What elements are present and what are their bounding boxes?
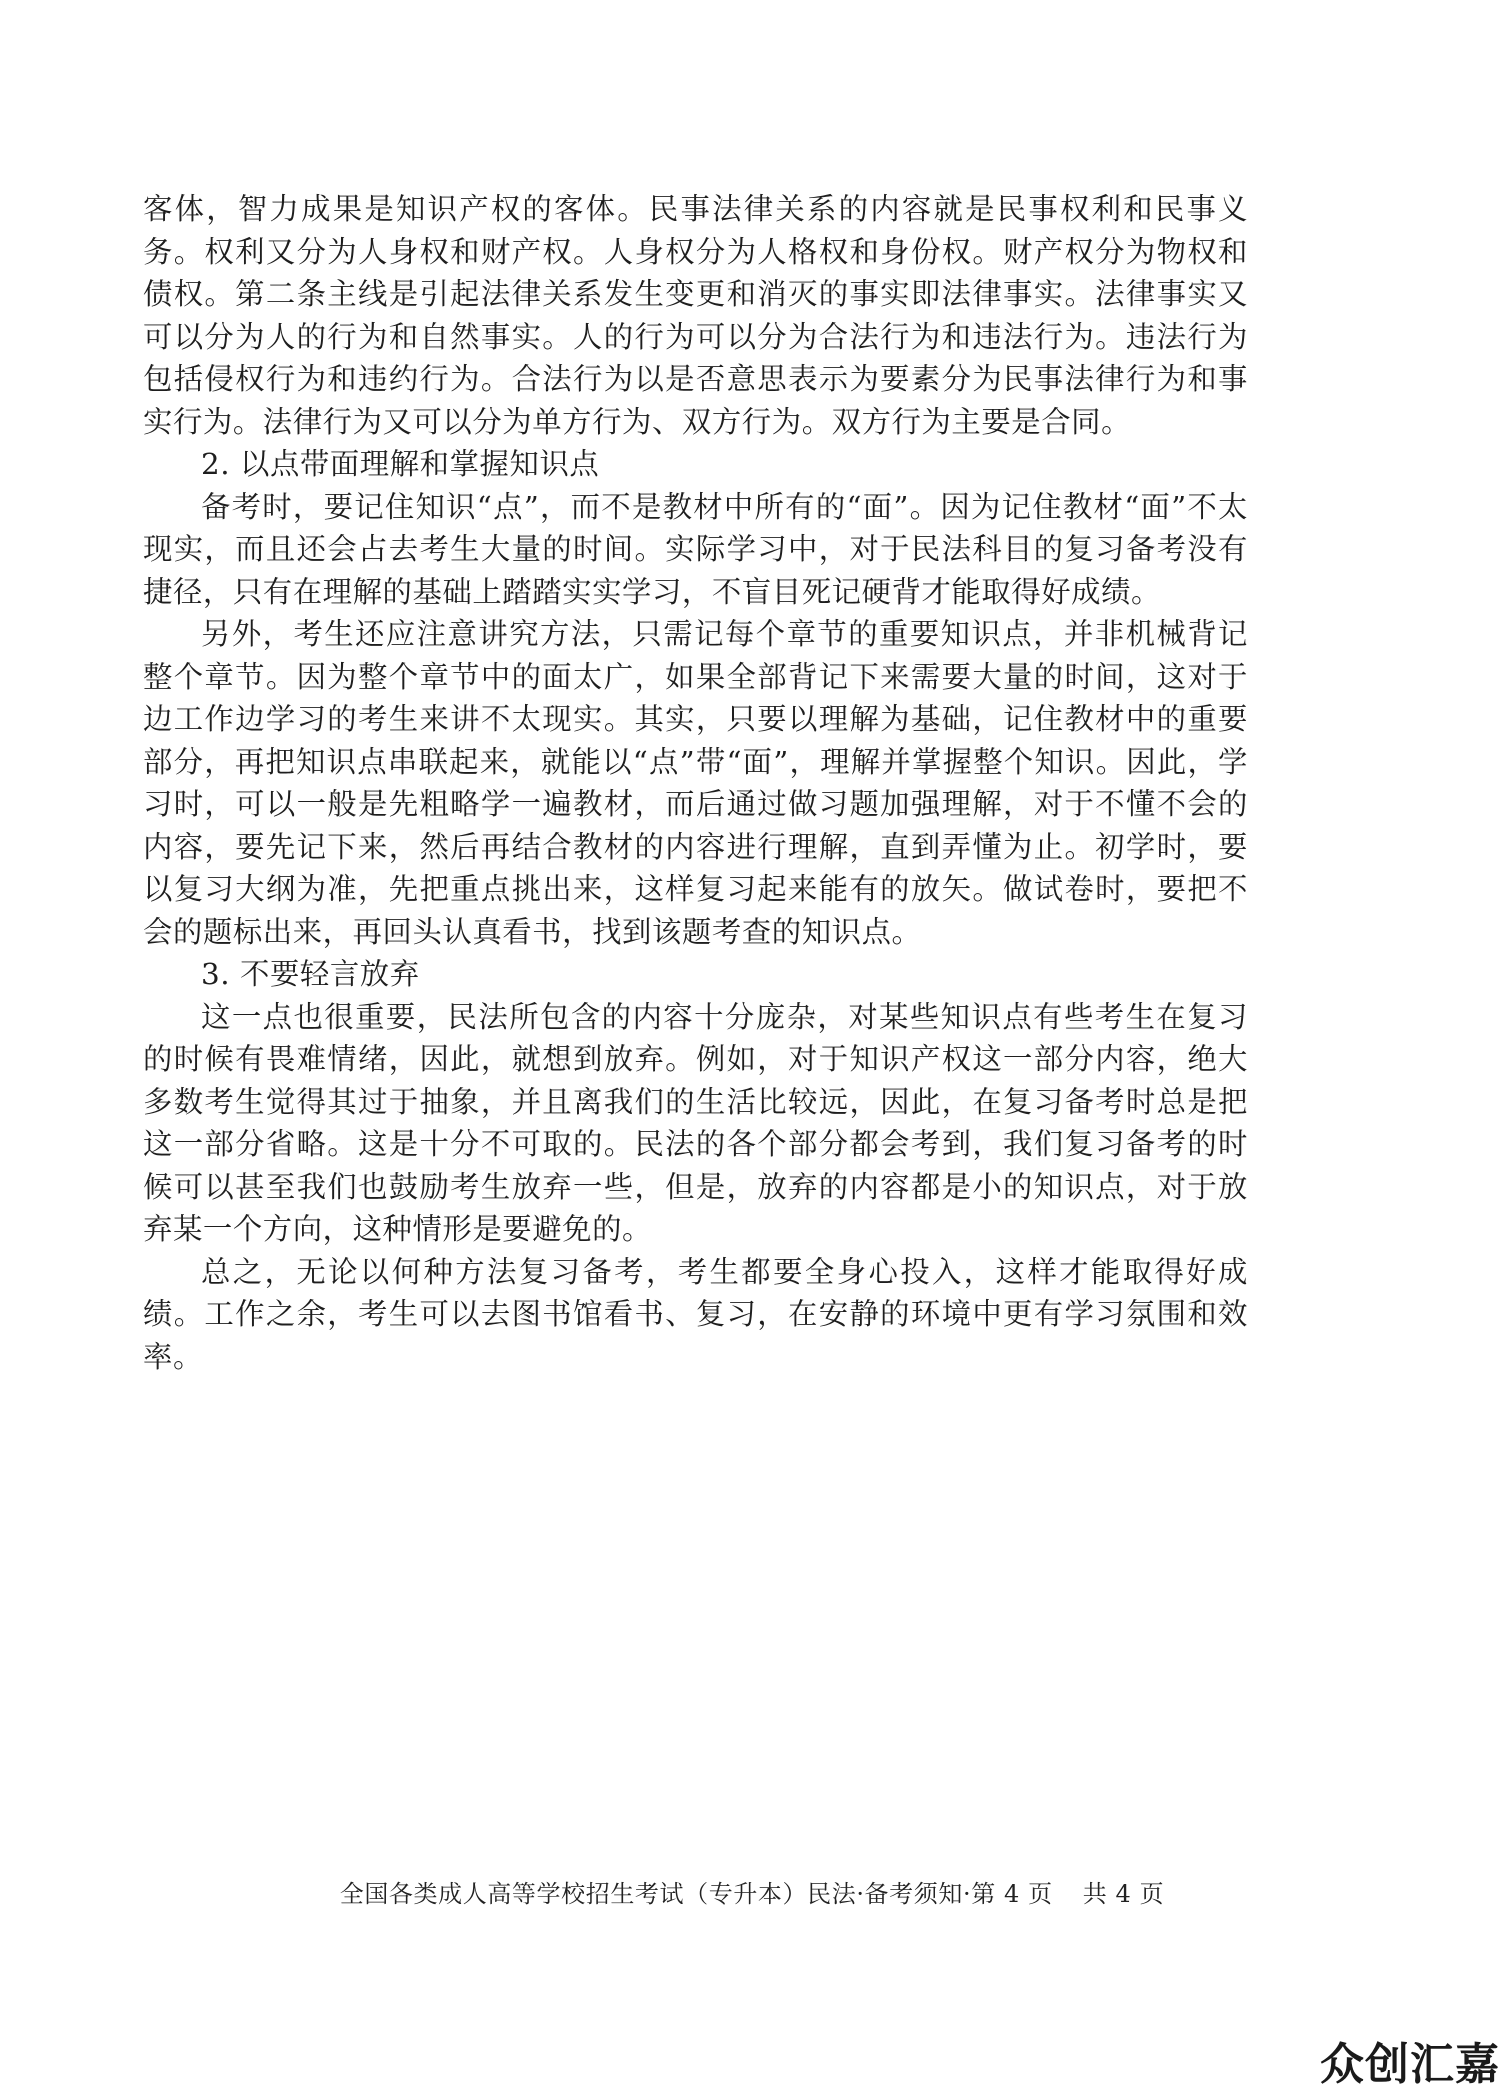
page-footer: [0, 1874, 1504, 1909]
paragraph-points: 备考时，要记住知识“点”，而不是教材中所有的“面”。因为记住教材“面”不太现实，而且还会占去考生大量的时间。实际学习中，对于民法科目的复习备考没有捷径，只有在理解的基础上踏踏实实学习，不盲目死记硬背才能取得好成绩。: [143, 489, 1248, 609]
paragraph-conclusion: 总之，无论以何种方法复习备考，考生都要全身心投入，这样才能取得好成绩。工作之余，考生可以去图书馆看书、复习，在安静的环境中更有学习氛围和效率。: [143, 1254, 1248, 1374]
paragraph-legal-relations: 客体，智力成果是知识产权的客体。民事法律关系的内容就是民事权利和民事义务。权利又分为人身权和财产权。人身权分为人格权和身份权。财产权分为物权和债权。第二条主线是引起法律关系发生变更和消灭的事实即法律事实。法律事实又可以分为人的行为和自然事实。人的行为可以分为合法行为和违法行为。违法行为包括侵权行为和违约行为。合法行为以是否意思表示为要素分为民事法律行为和事实行为。法律行为又可以分为单方行为、双方行为。双方行为主要是合同。: [143, 192, 1248, 439]
paragraph-method: 另外，考生还应注意讲究方法，只需记每个章节的重要知识点，并非机械背记整个章节。因为整个章节中的面太广，如果全部背记下来需要大量的时间，这对于边工作边学习的考生来讲不太现实。其实，只要以理解为基础，记住教材中的重要部分，再把知识点串联起来，就能以“点”带“面”，理解并掌握整个知识。因此，学习时，可以一般是先粗略学一遍教材，而后通过做习题加强理解，对于不懂不会的内容，要先记下来，然后再结合教材的内容进行理解，直到弄懂为止。初学时，要以复习大纲为准，先把重点挑出来，这样复习起来能有的放矢。做试卷时，要把不会的题标出来，再回头认真看书，找到该题考查的知识点。: [143, 617, 1248, 949]
section-heading-2: 2. 以点带面理解和掌握知识点: [201, 447, 600, 481]
body-text: [143, 188, 1248, 1378]
footer-total-pages: 共 4 页: [1082, 1880, 1165, 1908]
watermark: 众创汇嘉: [1320, 2039, 1500, 2090]
footer-title: 全国各类成人高等学校招生考试（专升本）民法·备考须知·第 4 页: [339, 1880, 1053, 1908]
paragraph-dont-give-up: 这一点也很重要，民法所包含的内容十分庞杂，对某些知识点有些考生在复习的时候有畏难情绪，因此，就想到放弃。例如，对于知识产权这一部分内容，绝大多数考生觉得其过于抽象，并且离我们的生活比较远，因此，在复习备考时总是把这一部分省略。这是十分不可取的。民法的各个部分都会考到，我们复习备考的时候可以甚至我们也鼓励考生放弃一些，但是，放弃的内容都是小的知识点，对于放弃某一个方向，这种情形是要避免的。: [143, 999, 1248, 1246]
section-heading-3: 3. 不要轻言放弃: [201, 957, 420, 991]
